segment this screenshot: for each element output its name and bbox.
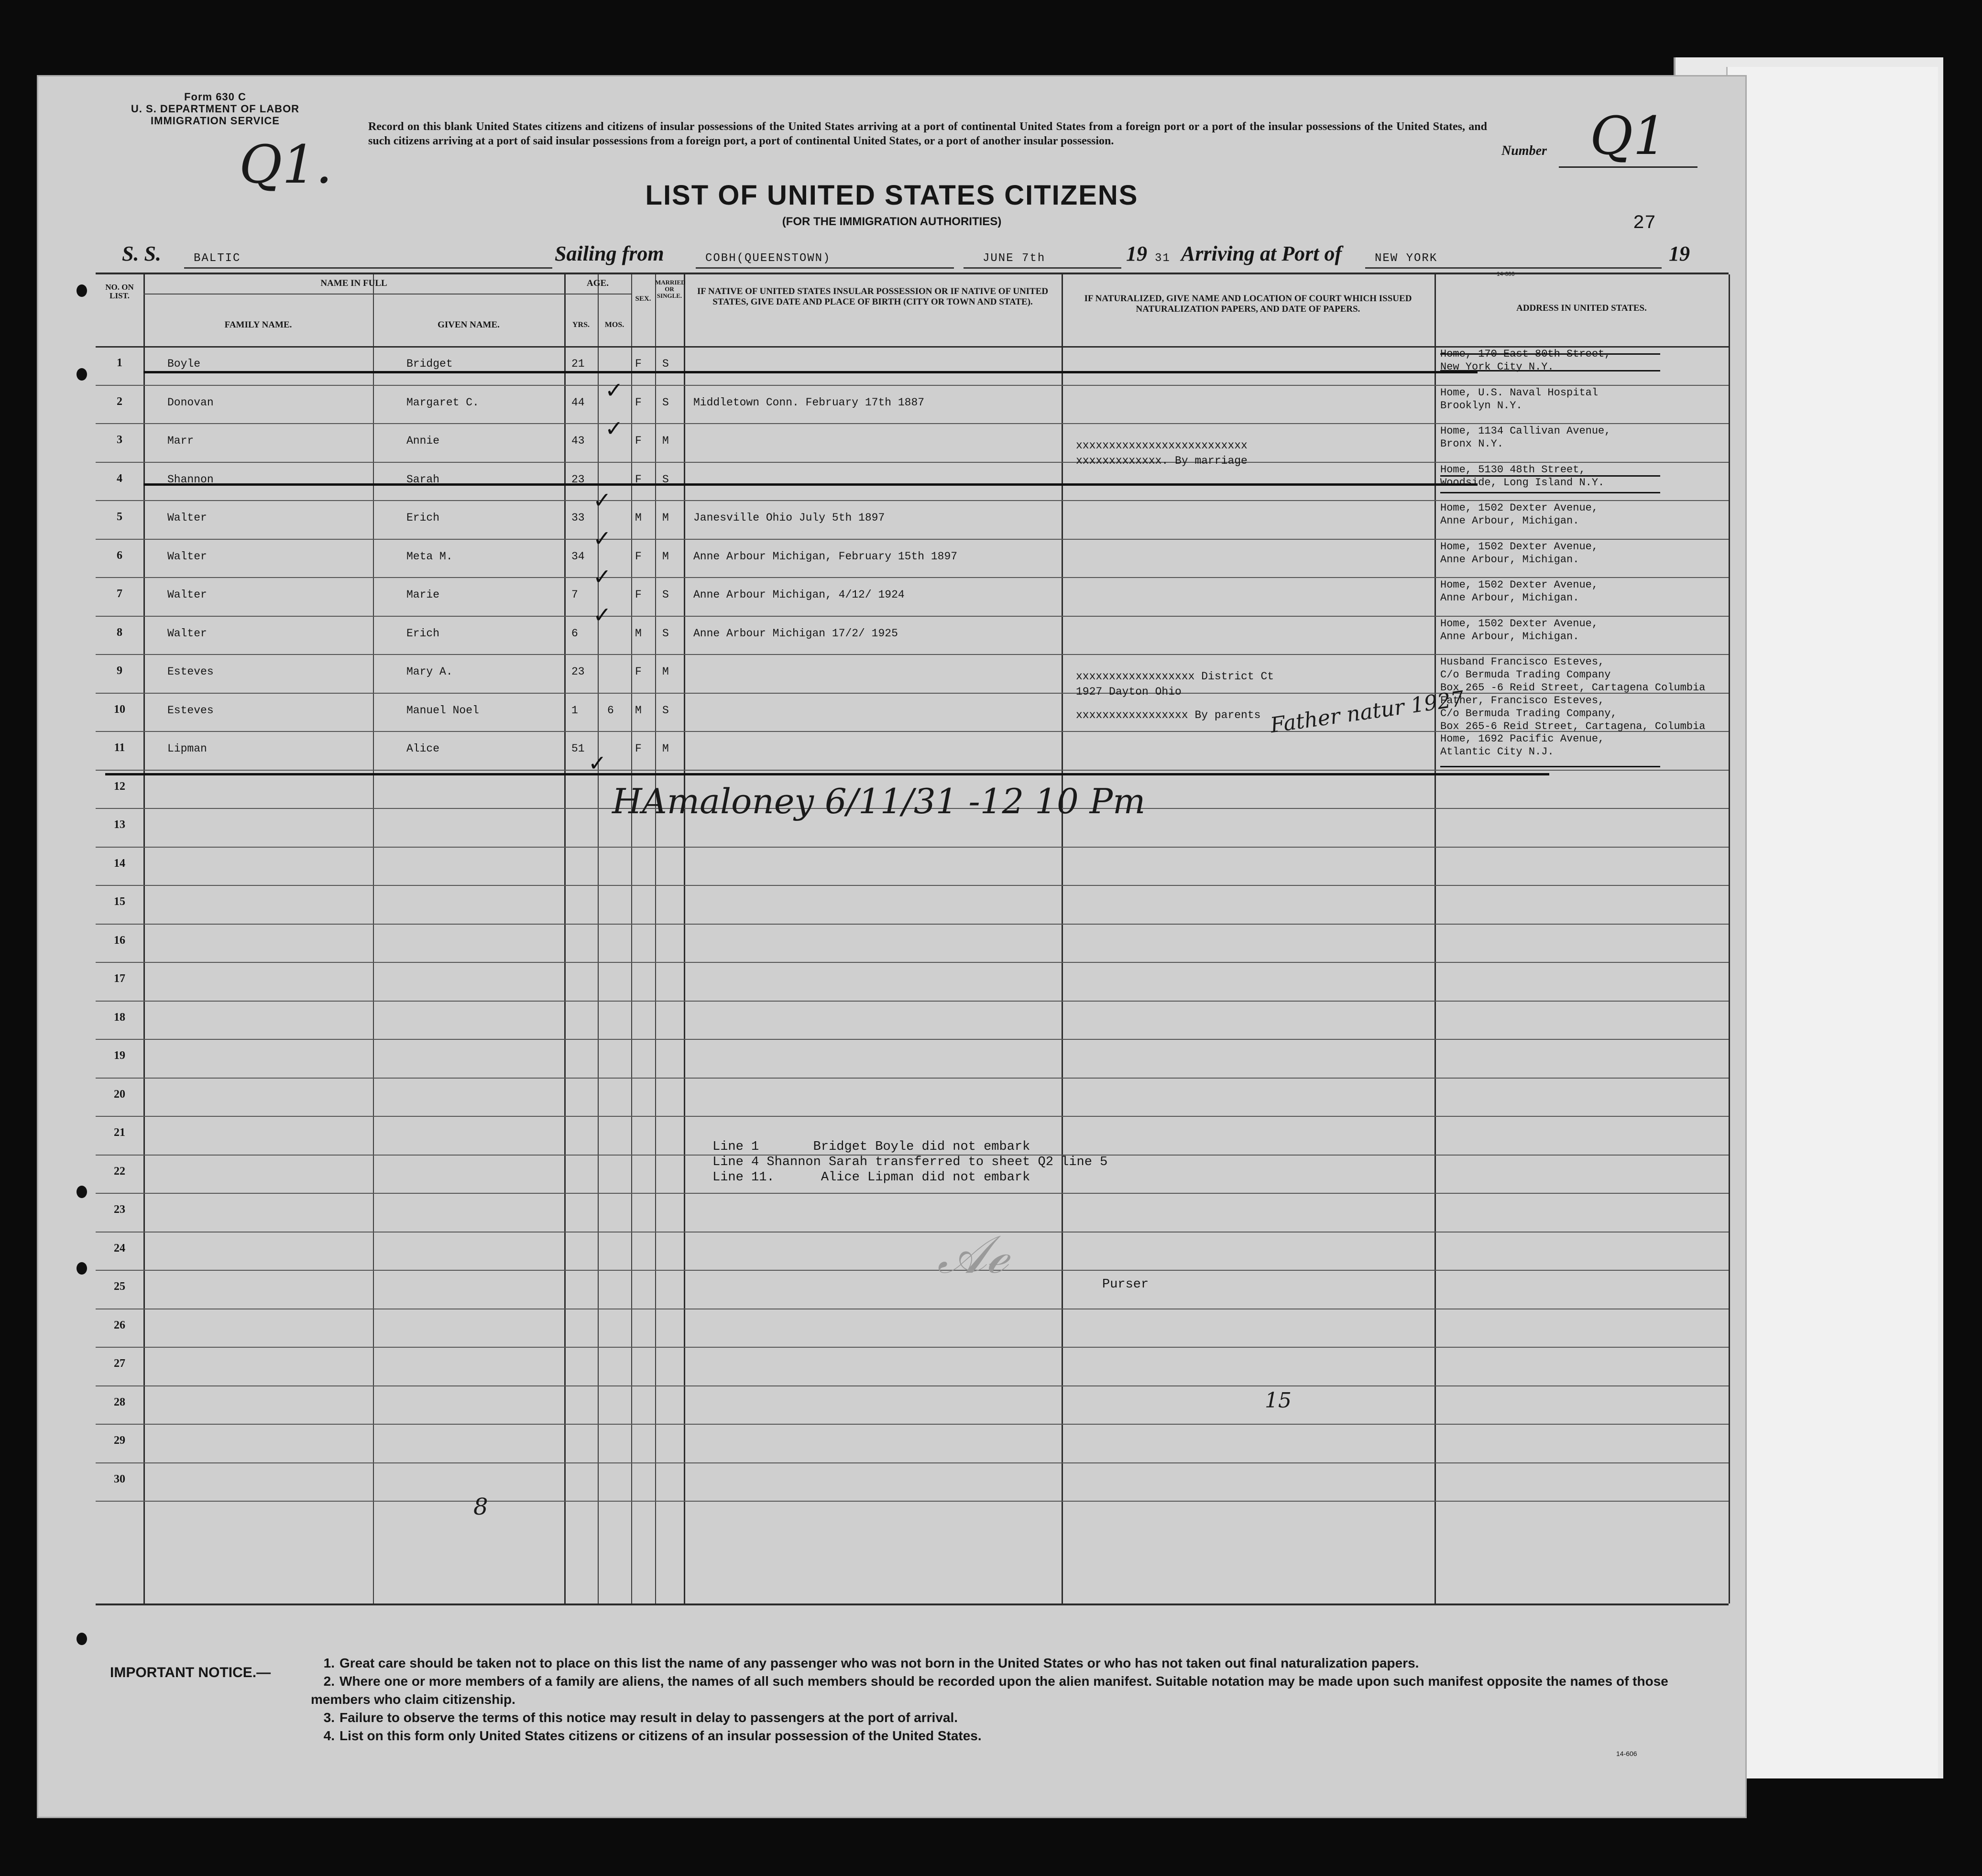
address-line: Home, 1134 Callivan Avenue,	[1440, 425, 1611, 437]
marital-status-cell: M	[662, 512, 669, 524]
page-subtitle: (FOR THE IMMIGRATION AUTHORITIES)	[782, 215, 1002, 228]
row-number: 4	[117, 472, 122, 485]
form-identifier	[129, 91, 301, 127]
sex-cell: F	[635, 358, 642, 370]
year-prefix: 19	[1126, 242, 1147, 265]
strike-line-4	[143, 483, 1478, 486]
header-years: YRS.	[572, 321, 590, 329]
naturalization-cell: xxxxxxxxxxxxxxxxxx District Ct	[1076, 670, 1274, 683]
family-name-cell: Esteves	[167, 665, 214, 678]
family-name-cell: Walter	[167, 627, 207, 640]
sex-cell: M	[635, 627, 642, 640]
given-name-cell: Sarah	[406, 473, 440, 486]
naturalization-cell-line2: 1927 Dayton Ohio	[1076, 686, 1182, 698]
address-line: Home, 1502 Dexter Avenue,	[1440, 617, 1599, 630]
note-line: Line 1 Bridget Boyle did not embark	[712, 1140, 1030, 1154]
ship-name: BALTIC	[194, 252, 241, 265]
given-name-cell: Mary A.	[406, 665, 453, 678]
row-number: 10	[114, 703, 125, 716]
family-name-cell: Boyle	[167, 358, 201, 370]
row-number: 20	[114, 1088, 125, 1101]
row-number: 17	[114, 972, 125, 985]
family-name-cell: Marr	[167, 435, 194, 447]
voyage-line	[122, 232, 1719, 270]
manifest-sheet	[38, 76, 1745, 1817]
naturalization-cell: xxxxxxxxxxxxxxxxxxxxxxxxxx	[1076, 439, 1248, 452]
row-number: 3	[117, 434, 122, 446]
address-line: Home, 170 East 80th Street,	[1440, 348, 1611, 360]
binding-hole	[77, 284, 87, 297]
birth-place-cell: Anne Arbour Michigan, February 15th 1897	[693, 550, 958, 563]
strike-line-11	[105, 773, 1549, 775]
family-name-cell: Lipman	[167, 742, 207, 755]
marital-status-cell: S	[662, 627, 669, 640]
service: IMMIGRATION SERVICE	[151, 115, 280, 127]
row-number: 14	[114, 857, 125, 870]
marital-status-cell: S	[662, 358, 669, 370]
sailing-date: JUNE 7th	[983, 252, 1046, 265]
check-mark-icon: ✓	[593, 564, 612, 589]
row-number: 30	[114, 1472, 125, 1485]
row-number: 21	[114, 1126, 125, 1139]
notice-item: 2. Where one or more members of a family are aliens, the names of all such members should be recorded upon the alien manifest. Suitable notation may be made upon such manifest opposite the names of those members who claim citizenship.	[311, 1674, 1668, 1707]
form-instructions: Record on this blank United States citizens and citizens of insular possessions of the United States arriving at a port of continental United States from a foreign port or a port of the insular possessions of the United States, and such citizens arriving at a port of said insular possessions from a foreign port, a port of continental United States, or a port of another insular possession.	[368, 120, 1487, 147]
notice-item: 1. Great care should be taken not to place on this list the name of any passenger who was not born in the United States or who has not taken out final naturalization papers.	[323, 1656, 1419, 1670]
age-years-cell: 6	[571, 627, 578, 640]
row-number: 16	[114, 934, 125, 947]
page-title: LIST OF UNITED STATES CITIZENS	[645, 180, 1139, 211]
address-line: Home, 5130 48th Street,	[1440, 463, 1586, 476]
marital-status-cell: M	[662, 665, 669, 678]
sailing-label: Sailing from	[555, 242, 664, 265]
row-number: 5	[117, 511, 122, 523]
page-mark: 15	[1265, 1388, 1292, 1413]
family-name-cell: Walter	[167, 589, 207, 601]
sex-cell: F	[635, 742, 642, 755]
sex-cell: F	[635, 396, 642, 409]
arriving-year-handwritten: 27	[1633, 213, 1656, 234]
purser-label: Purser	[1102, 1277, 1149, 1292]
row-number: 28	[114, 1396, 125, 1408]
address-line: Father, Francisco Esteves,	[1440, 694, 1605, 707]
row-number: 23	[114, 1203, 125, 1216]
ss-label: S. S.	[122, 242, 161, 265]
age-months-cell: 6	[607, 704, 614, 717]
marital-status-cell: S	[662, 704, 669, 717]
given-name-cell: Alice	[406, 742, 440, 755]
address-line: C/o Bermuda Trading Company	[1440, 669, 1611, 681]
family-name-cell: Donovan	[167, 396, 214, 409]
family-name-cell: Walter	[167, 550, 207, 563]
number-label: Number	[1501, 143, 1547, 158]
header-name-in-full: NAME IN FULL	[320, 278, 387, 288]
header-naturalized: IF NATURALIZED, GIVE NAME AND LOCATION OF COURT WHICH ISSUED NATURALIZATION PAPERS, AND DATE OF PAPERS.	[1084, 294, 1412, 314]
age-years-cell: 23	[571, 665, 585, 678]
sex-cell: F	[635, 435, 642, 447]
address-line: Anne Arbour, Michigan.	[1440, 630, 1579, 643]
sex-cell: F	[635, 550, 642, 563]
row-number: 13	[114, 818, 125, 831]
row-number: 1	[117, 357, 122, 369]
header-age: AGE.	[587, 278, 609, 288]
given-name-cell: Annie	[406, 435, 440, 447]
row-number: 8	[117, 626, 122, 639]
birth-place-cell: Anne Arbour Michigan 17/2/ 1925	[693, 627, 898, 640]
age-years-cell: 33	[571, 512, 585, 524]
lower-scrawl: 8	[473, 1494, 488, 1520]
sex-cell: F	[635, 589, 642, 601]
row-number: 26	[114, 1319, 125, 1331]
header-family-name: FAMILY NAME.	[224, 320, 292, 330]
age-years-cell: 51	[571, 742, 585, 755]
number-value: Q1	[1559, 105, 1697, 168]
given-name-cell: Bridget	[406, 358, 453, 370]
header-married: MARRIED OR SINGLE.	[655, 279, 686, 299]
address-line: C/o Bermuda Trading Company,	[1440, 707, 1617, 720]
header-address: ADDRESS IN UNITED STATES.	[1516, 303, 1647, 313]
check-mark-icon: ✓	[593, 525, 612, 551]
naturalization-cell-line2: xxxxxxxxxxxxx. By marriage	[1076, 455, 1248, 467]
form-code: 14-606	[1616, 1750, 1637, 1757]
handwritten-sheet-id: Q1.	[239, 134, 333, 195]
form-number: Form 630 C	[184, 91, 246, 103]
age-years-cell: 1	[571, 704, 578, 717]
marital-status-cell: S	[662, 396, 669, 409]
birth-place-cell: Middletown Conn. February 17th 1887	[693, 396, 925, 409]
check-mark-icon: ✓	[605, 377, 624, 403]
row-number: 22	[114, 1165, 125, 1178]
row-number: 24	[114, 1242, 125, 1254]
address-line: Anne Arbour, Michigan.	[1440, 553, 1579, 566]
check-mark-icon: ✓	[593, 602, 612, 628]
row-number: 11	[114, 742, 125, 754]
marital-status-cell: S	[662, 589, 669, 601]
address-line: Box 265-6 Reid Street, Cartagena, Columbia	[1440, 720, 1706, 732]
purser-signature: 𝒜ℯ	[937, 1224, 1008, 1285]
row-number: 15	[114, 895, 125, 908]
binding-hole	[77, 368, 87, 381]
check-mark-icon: ✓	[593, 487, 612, 513]
row-number: 29	[114, 1434, 125, 1447]
inspector-signature: HAmaloney 6/11/31 -12 10 Pm	[612, 781, 1146, 821]
address-line: Woodside, Long Island N.Y.	[1440, 476, 1605, 489]
given-name-cell: Erich	[406, 627, 440, 640]
strike-line-1	[143, 371, 1478, 373]
row-number: 25	[114, 1280, 125, 1293]
address-line: Home, 1502 Dexter Avenue,	[1440, 502, 1599, 514]
arriving-port: NEW YORK	[1375, 252, 1438, 265]
row-number: 12	[114, 780, 125, 793]
address-line: Husband Francisco Esteves,	[1440, 656, 1605, 668]
row-number: 19	[114, 1049, 125, 1062]
address-line: Atlantic City N.J.	[1440, 746, 1554, 758]
family-name-cell: Walter	[167, 512, 207, 524]
father-naturalized-note: Father natur 1927	[1269, 686, 1466, 738]
year-suffix: 31	[1155, 252, 1171, 265]
age-years-cell: 44	[571, 396, 585, 409]
given-name-cell: Meta M.	[406, 550, 453, 563]
row-number: 18	[114, 1011, 125, 1024]
address-line: Anne Arbour, Michigan.	[1440, 515, 1579, 527]
row-number: 6	[117, 549, 122, 562]
sex-cell: F	[635, 665, 642, 678]
note-line: Line 11. Alice Lipman did not embark	[712, 1170, 1030, 1185]
given-name-cell: Margaret C.	[406, 396, 479, 409]
sex-cell: M	[635, 512, 642, 524]
row-number: 27	[114, 1357, 125, 1370]
binding-hole	[77, 1262, 87, 1275]
address-line: Brooklyn N.Y.	[1440, 399, 1522, 412]
row-number: 9	[117, 665, 122, 677]
marital-status-cell: M	[662, 435, 669, 447]
printer-mark: 14-606	[1497, 271, 1515, 277]
note-line: Line 4 Shannon Sarah transferred to sheet Q2 line 5	[712, 1155, 1108, 1169]
address-line: Home, U.S. Naval Hospital	[1440, 386, 1599, 399]
family-name-cell: Esteves	[167, 704, 214, 717]
birth-place-cell: Janesville Ohio July 5th 1897	[693, 512, 885, 524]
family-name-cell: Shannon	[167, 473, 214, 486]
notice-item: 4. List on this form only United States citizens or citizens of an insular possession of the United States.	[323, 1728, 982, 1743]
header-no-on-list: NO. ON LIST.	[105, 283, 134, 300]
header-birth: IF NATIVE OF UNITED STATES INSULAR POSSESSION OR IF NATIVE OF UNITED STATES, GIVE DATE AND PLACE OF BIRTH (CITY OR TOWN AND STATE).	[697, 286, 1049, 307]
marital-status-cell: M	[662, 742, 669, 755]
check-mark-icon: ✓	[605, 415, 624, 441]
row-number: 2	[117, 395, 122, 408]
sex-cell: M	[635, 704, 642, 717]
address-line: Home, 1502 Dexter Avenue,	[1440, 579, 1599, 591]
address-line: Home, 1692 Pacific Avenue,	[1440, 733, 1605, 745]
age-years-cell: 34	[571, 550, 585, 563]
given-name-cell: Erich	[406, 512, 440, 524]
notice-item: 3. Failure to observe the terms of this notice may result in delay to passengers at the port of arrival.	[323, 1710, 958, 1725]
marital-status-cell: S	[662, 473, 669, 486]
address-line: Bronx N.Y.	[1440, 438, 1504, 450]
header-months: MOS.	[604, 321, 624, 329]
address-line: Anne Arbour, Michigan.	[1440, 592, 1579, 604]
birth-place-cell: Anne Arbour Michigan, 4/12/ 1924	[693, 589, 905, 601]
naturalization-cell: xxxxxxxxxxxxxxxxx By parents	[1076, 709, 1261, 721]
header-given-name: GIVEN NAME.	[438, 320, 500, 330]
arriving-label: Arriving at Port of	[1181, 242, 1342, 265]
binding-hole	[77, 1186, 87, 1198]
address-line: Home, 1502 Dexter Avenue,	[1440, 540, 1599, 553]
age-years-cell: 43	[571, 435, 585, 447]
given-name-cell: Manuel Noel	[406, 704, 479, 717]
age-years-cell: 7	[571, 589, 578, 601]
row-number: 7	[117, 588, 122, 600]
sex-cell: F	[635, 473, 642, 486]
purser-notes	[712, 1139, 1107, 1185]
marital-status-cell: M	[662, 550, 669, 563]
age-years-cell: 21	[571, 358, 585, 370]
age-years-cell: 23	[571, 473, 585, 486]
address-line: New York City N.Y.	[1440, 361, 1554, 373]
underlying-page-2	[1726, 67, 1938, 1778]
arriving-year-prefix: 19	[1669, 242, 1690, 265]
check-mark-icon: ✓	[588, 750, 607, 776]
notice-heading: IMPORTANT NOTICE.—	[110, 1665, 271, 1680]
header-sex: SEX.	[635, 295, 651, 303]
address-line: Box 265 -6 Reid Street, Cartagena Columbia	[1440, 682, 1706, 694]
binding-hole	[77, 1633, 87, 1645]
sailing-port: COBH(QUEENSTOWN)	[705, 252, 831, 265]
manifest-table	[96, 273, 1729, 1605]
department: U. S. DEPARTMENT OF LABOR	[131, 103, 300, 115]
given-name-cell: Marie	[406, 589, 440, 601]
